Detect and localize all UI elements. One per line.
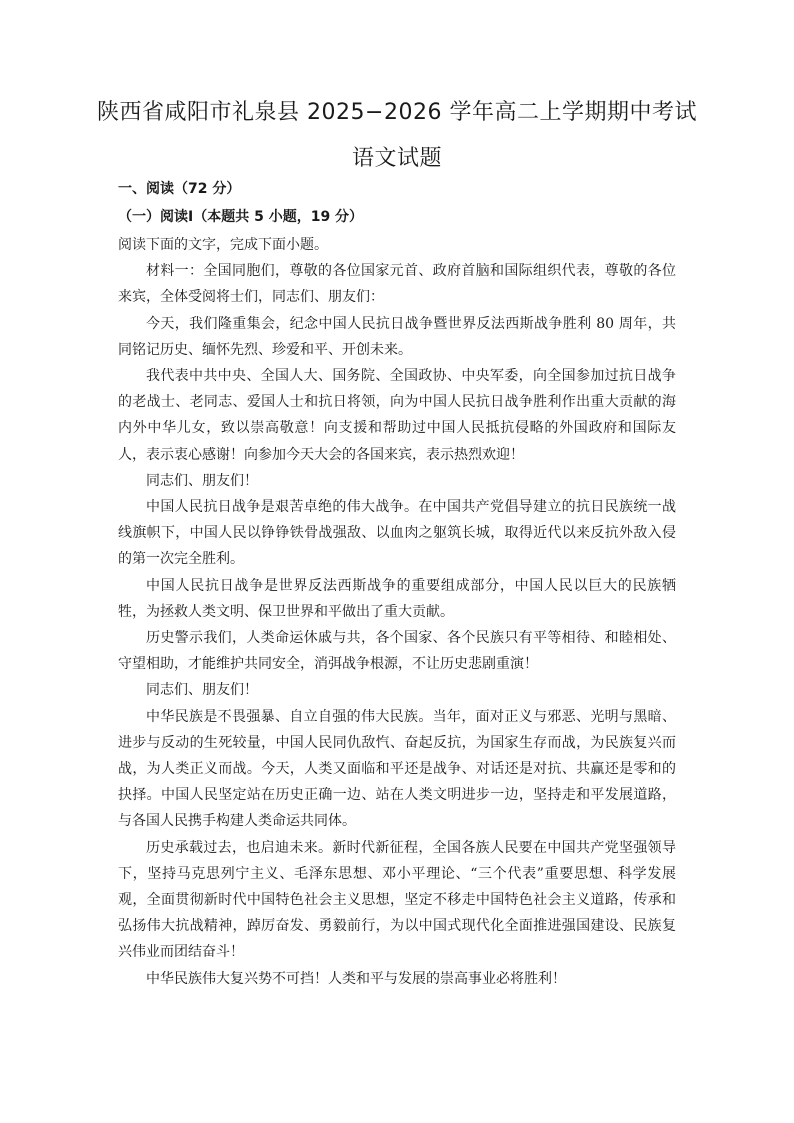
paragraph: 中国人民抗日战争是世界反法西斯战争的重要组成部分，中国人民以巨大的民族牺牲，为拯救人类文明、保卫世界和平做出了重大贡献。: [118, 577, 676, 620]
passage-body: [118, 232, 676, 992]
paragraph: 中华民族是不畏强暴、自立自强的伟大民族。当年，面对正义与邪恶、光明与黑暗、进步与反动的生死较量，中国人民同仇敌忾、奋起反抗，为国家生存而战，为民族复兴而战，为人类正义而战。今天，人类又面临和平还是战争、对话还是对抗、共赢还是零和的抉择。中国人民坚定站在历史正确一边、站在人类文明进步一边，坚持走和平发展道路，与各国人民携手构建人类命运共同体。: [118, 708, 676, 830]
paragraph: 历史承载过去，也启迪未来。新时代新征程，全国各族人民要在中国共产党坚强领导下，坚持马克思列宁主义、毛泽东思想、邓小平理论、“三个代表”重要思想、科学发展观，全面贯彻新时代中国特色社会主义思想，坚定不移走中国特色社会主义道路，传承和弘扬伟大抗战精神，踔厉奋发、勇毅前行，为以中国式现代化全面推进强国建设、民族复兴伟业而团结奋斗！: [118, 839, 676, 961]
paragraph: 中国人民抗日战争是艰苦卓绝的伟大战争。在中国共产党倡导建立的抗日民族统一战线旗帜下，中国人民以铮铮铁骨战强敌、以血肉之躯筑长城，取得近代以来反抗外敌入侵的第一次完全胜利。: [118, 499, 676, 568]
paragraph: 今天，我们隆重集会，纪念中国人民抗日战争暨世界反法西斯战争胜利 80 周年，共同铭记历史、缅怀先烈、珍爱和平、开创未来。: [118, 315, 676, 358]
paragraph: 我代表中共中央、全国人大、国务院、全国政协、中央军委，向全国参加过抗日战争的老战士、老同志、爱国人士和抗日将领，向为中国人民抗日战争胜利作出重大贡献的海内外中华儿女，致以崇高敬意！向支援和帮助过中国人民抵抗侵略的外国政府和国际友人，表示衷心感谢！向参加今天大会的各国来宾，表示热烈欢迎！: [118, 368, 676, 463]
subsection-heading-reading-1: （一）阅读Ⅰ（本题共 5 小题，19 分）: [118, 209, 364, 225]
paragraph: 历史警示我们，人类命运休戚与共，各个国家、各个民族只有平等相待、和睦相处、守望相助，才能维护共同安全，消弭战争根源，不让历史悲剧重演！: [118, 630, 676, 673]
paragraph: 同志们、朋友们！: [146, 682, 258, 699]
instruction-text: 阅读下面的文字，完成下面小题。: [118, 237, 328, 253]
paragraph: 材料一：全国同胞们，尊敬的各位国家元首、政府首脑和国际组织代表，尊敬的各位来宾，全体受阅将士们，同志们、朋友们：: [118, 263, 676, 306]
paragraph: 同志们、朋友们！: [146, 472, 258, 489]
document-title: 陕西省咸阳市礼泉县 2025−2026 学年高二上学期期中考试: [97, 100, 697, 125]
paragraph: 中华民族伟大复兴势不可挡！人类和平与发展的崇高事业必将胜利！: [146, 970, 566, 987]
section-heading-reading: 一、阅读（72 分）: [118, 181, 241, 197]
document-subtitle: 语文试题: [351, 146, 442, 171]
